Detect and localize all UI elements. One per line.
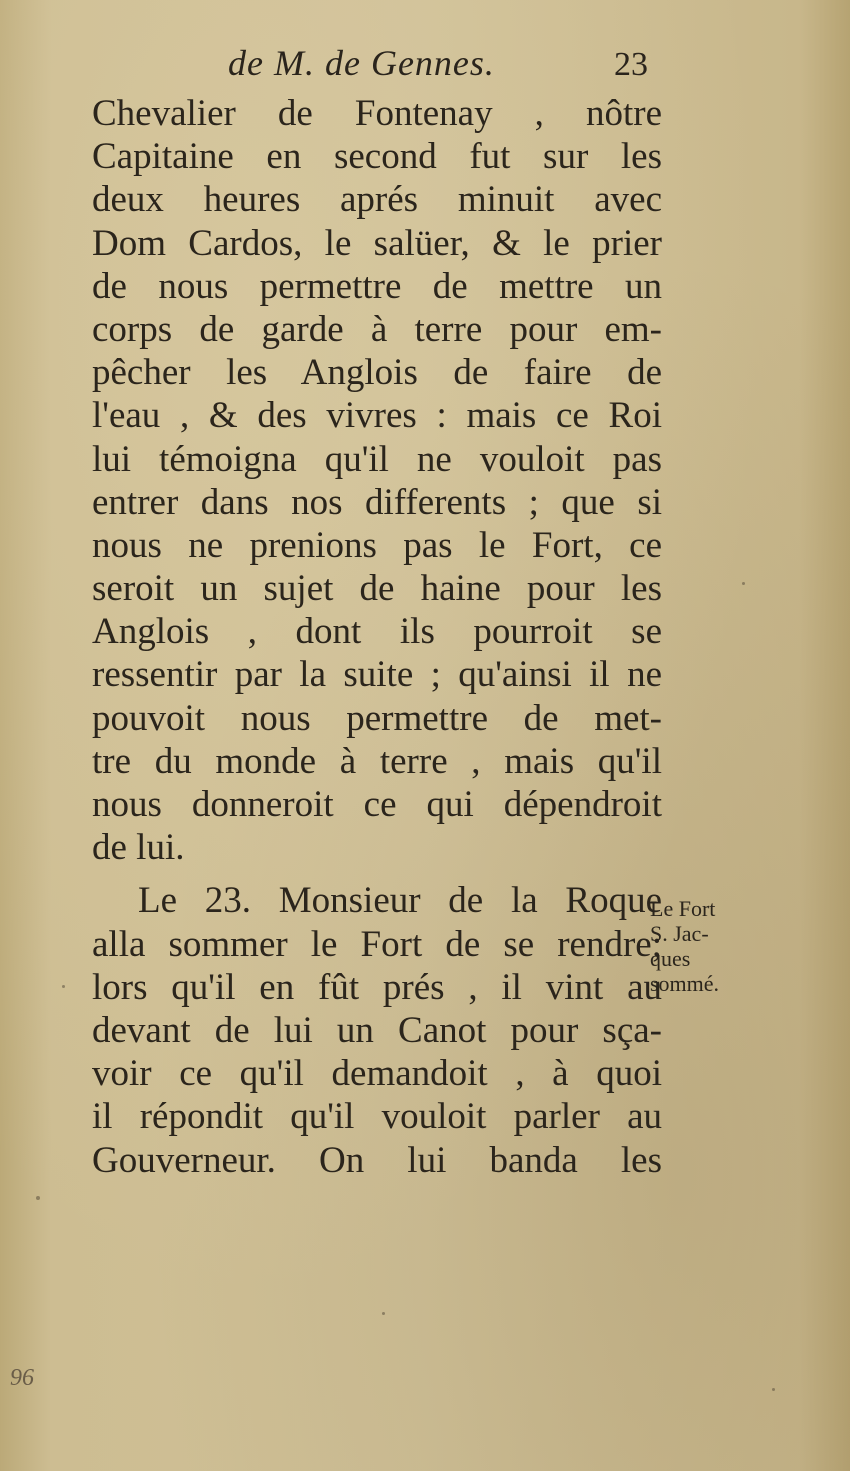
paper-speck xyxy=(62,985,65,988)
body-line: pêcher les Anglois de faire de xyxy=(92,352,662,394)
body-line: lors qu'il en fût prés , il vint au xyxy=(92,966,662,1008)
body-line: seroit un sujet de haine pour les xyxy=(92,568,662,610)
body-line: nous ne prenions pas le Fort, ce xyxy=(92,524,662,566)
margin-note xyxy=(650,896,750,996)
paper-speck xyxy=(742,582,745,585)
body-line: lui témoigna qu'il ne vouloit pas xyxy=(92,438,662,480)
body-line: ressentir par la suite ; qu'ainsi il ne xyxy=(92,654,662,696)
body-line: Le 23. Monsieur de la Roque xyxy=(138,880,662,922)
margin-note-line: ques xyxy=(650,946,691,971)
body-line: tre du monde à terre , mais qu'il xyxy=(92,740,662,782)
paper-speck xyxy=(772,1388,775,1391)
body-line: Gouverneur. On lui banda les xyxy=(92,1139,662,1181)
body-line: Anglois , dont ils pourroit se xyxy=(92,611,662,653)
body-line: nous donneroit ce qui dépendroit xyxy=(92,784,662,825)
body-line: il répondit qu'il vouloit parler au xyxy=(92,1096,662,1138)
body-line: pouvoit nous permettre de met- xyxy=(92,697,662,739)
body-line: entrer dans nos differents ; que si xyxy=(92,481,662,523)
body-line: de lui. xyxy=(92,827,185,869)
page-number: 23 xyxy=(614,46,648,83)
body-line: corps de garde à terre pour em- xyxy=(92,308,662,350)
margin-note-line: Le Fort xyxy=(650,896,716,921)
body-line: alla sommer le Fort de se rendre; xyxy=(92,923,662,965)
margin-note-line: sommé. xyxy=(650,971,720,996)
body-text xyxy=(92,92,662,1182)
body-line: voir ce qu'il demandoit , à quoi xyxy=(92,1053,662,1095)
body-line: Dom Cardos, le salüer, & le prier xyxy=(92,222,662,264)
body-line: de nous permettre de mettre un xyxy=(92,265,662,307)
margin-note-line: S. Jac- xyxy=(650,921,709,946)
paper-speck xyxy=(36,1196,40,1200)
body-line: devant de lui un Canot pour sça- xyxy=(92,1009,662,1051)
handwritten-folio-mark: 96 xyxy=(10,1365,34,1391)
body-line: Capitaine en second fut sur les xyxy=(92,136,662,178)
body-line: deux heures aprés minuit avec xyxy=(92,179,662,221)
paragraph-gap xyxy=(92,869,662,879)
running-title: de M. de Gennes. xyxy=(228,43,495,83)
body-line: Chevalier de Fontenay , nôtre xyxy=(92,93,662,134)
running-head xyxy=(0,42,850,92)
body-line: l'eau , & des vivres : mais ce Roi xyxy=(92,395,662,437)
paper-speck xyxy=(382,1312,385,1315)
